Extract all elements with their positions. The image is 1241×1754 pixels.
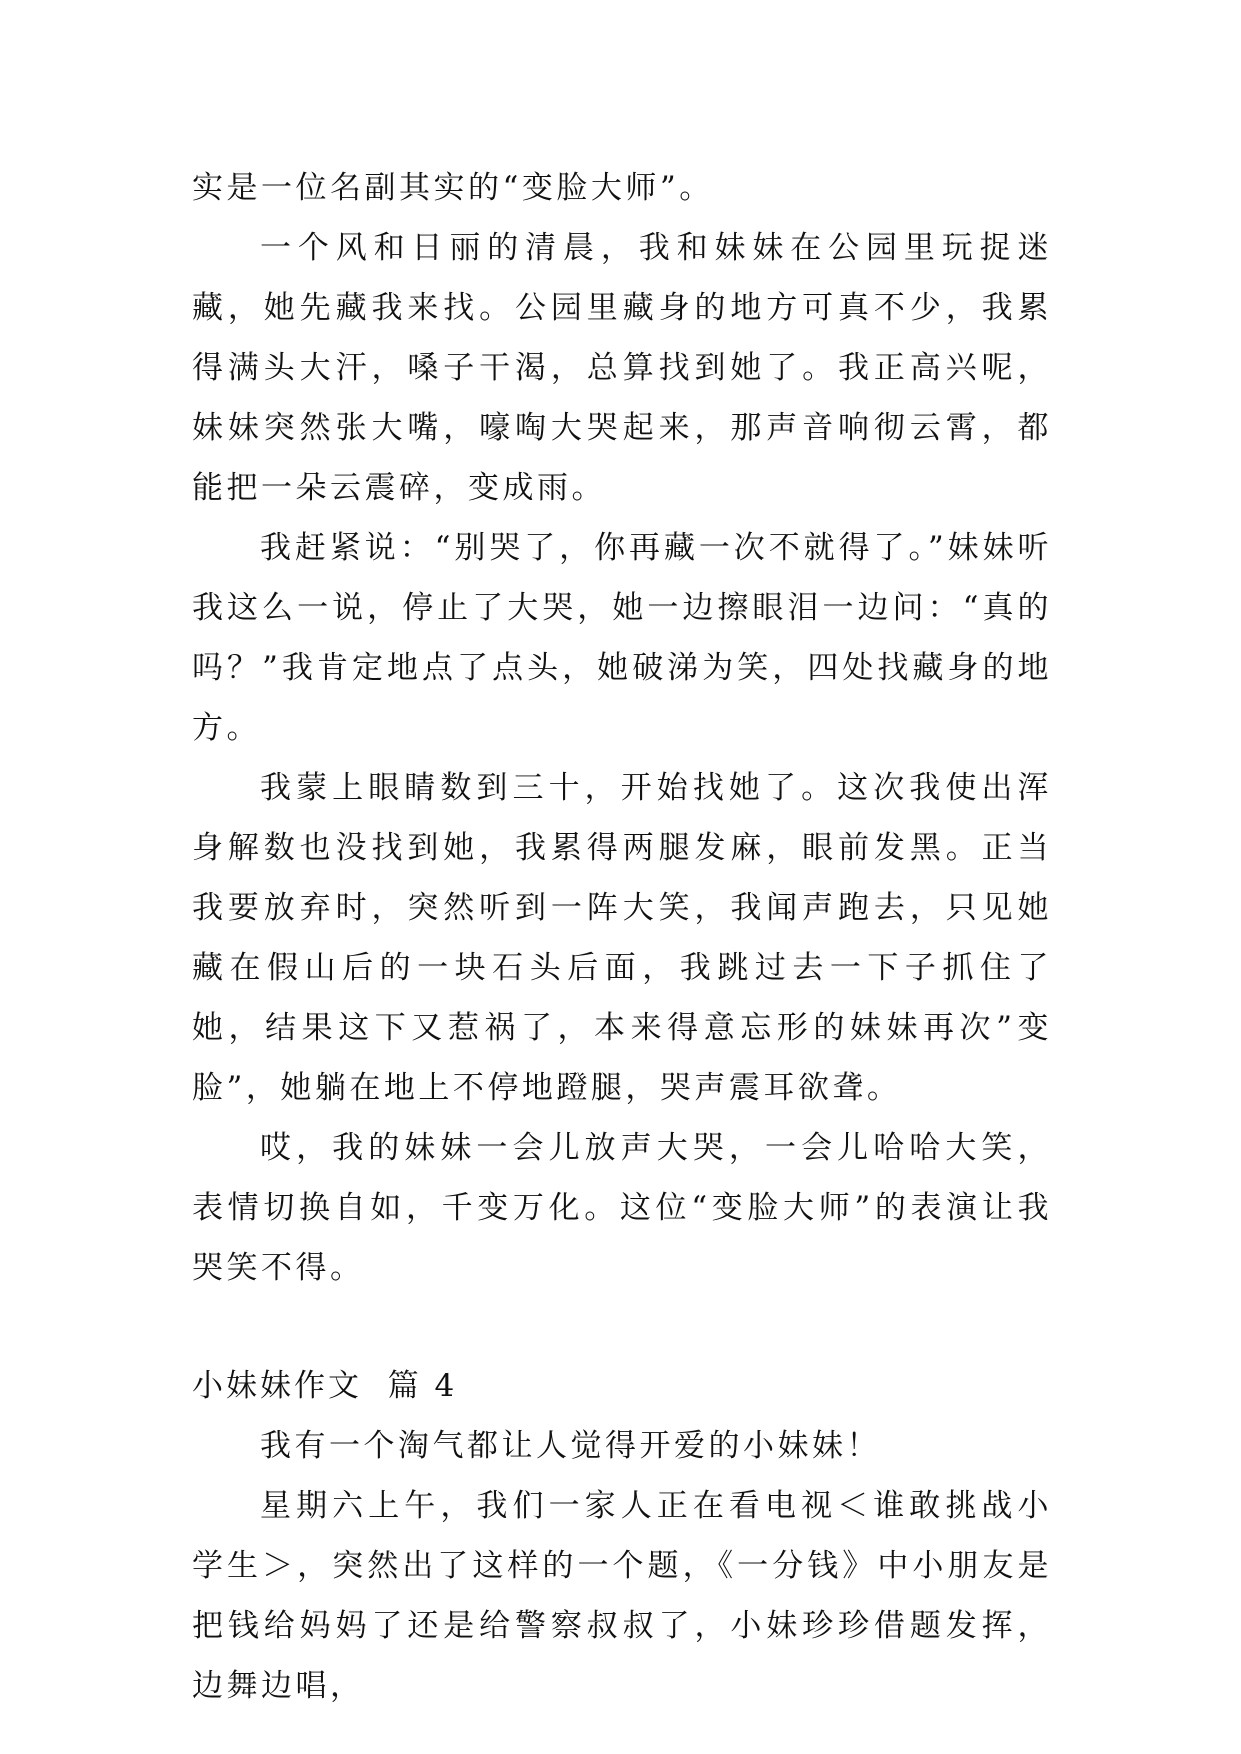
document-page xyxy=(192,158,1052,1716)
paragraph: 我赶紧说：“别哭了，你再藏一次不就得了。”妹妹听我这么一说，停止了大哭，她一边擦眼泪一边问：“真的吗？”我肯定地点了点头，她破涕为笑，四处找藏身的地方。 xyxy=(192,530,1052,746)
paragraph-continued: 实是一位名副其实的“变脸大师”。 xyxy=(192,170,714,206)
section-heading: 小妹妹作文 篇 4 xyxy=(192,1368,458,1404)
paragraph: 星期六上午，我们一家人正在看电视＜谁敢挑战小学生＞，突然出了这样的一个题，《一分钱》中小朋友是把钱给妈妈了还是给警察叔叔了，小妹珍珍借题发挥，边舞边唱， xyxy=(192,1488,1052,1704)
paragraph: 我有一个淘气都让人觉得开爱的小妹妹！ xyxy=(260,1428,881,1464)
paragraph: 一个风和日丽的清晨，我和妹妹在公园里玩捉迷藏，她先藏我来找。公园里藏身的地方可真不少，我累得满头大汗，嗓子干渴，总算找到她了。我正高兴呢，妹妹突然张大嘴，嚎啕大哭起来，那声音响彻云霄，都能把一朵云震碎，变成雨。 xyxy=(192,230,1052,506)
paragraph: 我蒙上眼睛数到三十，开始找她了。这次我使出浑身解数也没找到她，我累得两腿发麻，眼前发黑。正当我要放弃时，突然听到一阵大笑，我闻声跑去，只见她藏在假山后的一块石头后面，我跳过去一下子抓住了她，结果这下又惹祸了，本来得意忘形的妹妹再次”变脸”，她躺在地上不停地蹬腿，哭声震耳欲聋。 xyxy=(192,770,1052,1106)
paragraph: 哎，我的妹妹一会儿放声大哭，一会儿哈哈大笑，表情切换自如，千变万化。这位“变脸大师”的表演让我哭笑不得。 xyxy=(192,1130,1052,1286)
